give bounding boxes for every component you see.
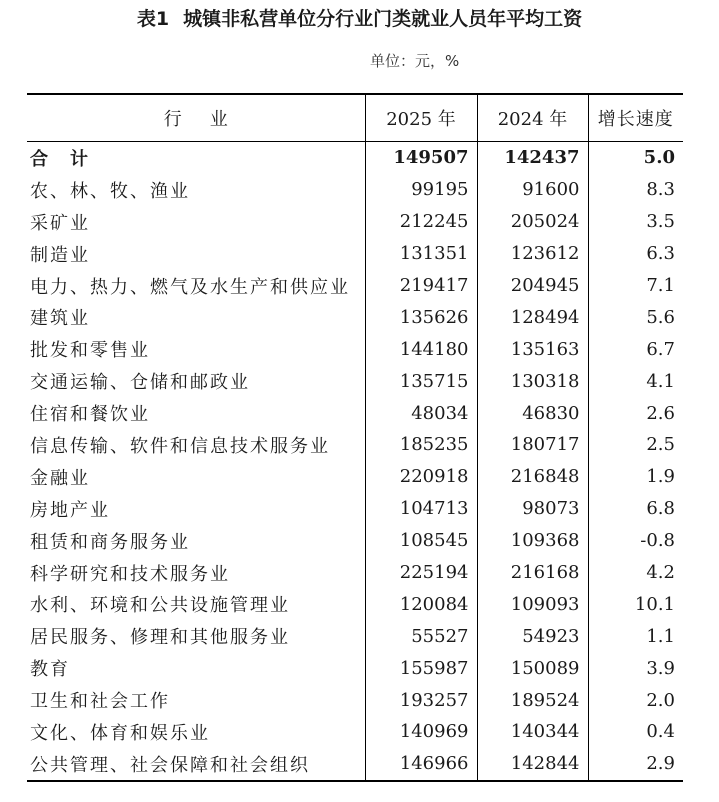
- value-2024-cell: 142844: [477, 748, 588, 781]
- value-2025-cell: 155987: [365, 652, 477, 684]
- growth-rate-cell: 2.9: [588, 748, 683, 781]
- value-2024-cell: 128494: [477, 301, 588, 333]
- industry-cell: 制造业: [30, 244, 90, 266]
- value-2024-cell: 91600: [477, 174, 588, 206]
- industry-cell: 房地产业: [30, 499, 110, 521]
- table-row: [27, 588, 683, 620]
- value-2025-cell: 225194: [365, 557, 477, 589]
- table-row: [27, 557, 683, 589]
- growth-rate-cell: 6.8: [588, 493, 683, 525]
- growth-rate-cell: 4.1: [588, 365, 683, 397]
- table-title-text: 城镇非私营单位分行业门类就业人员年平均工资: [183, 8, 583, 30]
- industry-cell: 合计: [30, 148, 110, 170]
- table-header-row: [27, 94, 683, 142]
- table-row: [27, 461, 683, 493]
- header-2024: 2024 年: [477, 94, 588, 142]
- table-row: [27, 333, 683, 365]
- value-2025-cell: 144180: [365, 333, 477, 365]
- growth-rate-cell: 1.9: [588, 461, 683, 493]
- table-row: [27, 748, 683, 781]
- industry-cell: 采矿业: [30, 212, 90, 234]
- value-2025-cell: 193257: [365, 684, 477, 716]
- value-2025-cell: 219417: [365, 270, 477, 302]
- value-2025-cell: 48034: [365, 397, 477, 429]
- industry-cell: 建筑业: [30, 308, 90, 330]
- value-2025-cell: 108545: [365, 525, 477, 557]
- value-2024-cell: 204945: [477, 270, 588, 302]
- industry-cell: 卫生和社会工作: [30, 691, 170, 713]
- growth-rate-cell: 2.6: [588, 397, 683, 429]
- value-2024-cell: 98073: [477, 493, 588, 525]
- table-row: [27, 525, 683, 557]
- value-2024-cell: 109093: [477, 588, 588, 620]
- table-row: [27, 652, 683, 684]
- growth-rate-cell: 2.5: [588, 429, 683, 461]
- value-2025-cell: 99195: [365, 174, 477, 206]
- value-2024-cell: 216848: [477, 461, 588, 493]
- value-2025-cell: 131351: [365, 238, 477, 270]
- growth-rate-cell: 1.1: [588, 620, 683, 652]
- industry-cell: 教育: [30, 659, 70, 681]
- value-2024-cell: 216168: [477, 557, 588, 589]
- value-2025-cell: 220918: [365, 461, 477, 493]
- value-2024-cell: 140344: [477, 716, 588, 748]
- industry-cell: 电力、热力、燃气及水生产和供应业: [30, 276, 350, 298]
- industry-cell: 批发和零售业: [30, 340, 150, 362]
- industry-cell: 科学研究和技术服务业: [30, 563, 230, 585]
- value-2024-cell: 142437: [477, 142, 588, 174]
- growth-rate-cell: 3.5: [588, 206, 683, 238]
- growth-rate-cell: 6.7: [588, 333, 683, 365]
- growth-rate-cell: 4.2: [588, 557, 683, 589]
- value-2025-cell: 212245: [365, 206, 477, 238]
- growth-rate-cell: 2.0: [588, 684, 683, 716]
- value-2024-cell: 150089: [477, 652, 588, 684]
- table-body: [27, 142, 683, 781]
- header-industry: 行业: [27, 94, 365, 142]
- unit-note: 单位：元，%: [370, 52, 460, 70]
- table-row: [27, 301, 683, 333]
- growth-rate-cell: 10.1: [588, 588, 683, 620]
- table-row: [27, 429, 683, 461]
- value-2025-cell: 135715: [365, 365, 477, 397]
- industry-cell: 居民服务、修理和其他服务业: [30, 627, 290, 649]
- growth-rate-cell: 5.6: [588, 301, 683, 333]
- value-2025-cell: 149507: [365, 142, 477, 174]
- table-row: [27, 684, 683, 716]
- industry-cell: 住宿和餐饮业: [30, 404, 150, 426]
- value-2024-cell: 109368: [477, 525, 588, 557]
- header-2025: 2025 年: [365, 94, 477, 142]
- table-row: [27, 716, 683, 748]
- value-2024-cell: 130318: [477, 365, 588, 397]
- table-row: [27, 620, 683, 652]
- industry-cell: 水利、环境和公共设施管理业: [30, 595, 290, 617]
- table-row: [27, 397, 683, 429]
- table-row: [27, 365, 683, 397]
- value-2024-cell: 205024: [477, 206, 588, 238]
- value-2025-cell: 55527: [365, 620, 477, 652]
- value-2025-cell: 120084: [365, 588, 477, 620]
- table-title: [0, 6, 719, 32]
- value-2024-cell: 180717: [477, 429, 588, 461]
- growth-rate-cell: 3.9: [588, 652, 683, 684]
- table-number: 表1: [136, 8, 170, 30]
- value-2024-cell: 189524: [477, 684, 588, 716]
- table-row: [27, 270, 683, 302]
- industry-cell: 交通运输、仓储和邮政业: [30, 372, 250, 394]
- industry-cell: 文化、体育和娱乐业: [30, 722, 210, 744]
- value-2024-cell: 46830: [477, 397, 588, 429]
- value-2024-cell: 54923: [477, 620, 588, 652]
- growth-rate-cell: 5.0: [588, 142, 683, 174]
- industry-cell: 租赁和商务服务业: [30, 531, 190, 553]
- header-growth: 增长速度: [588, 94, 683, 142]
- growth-rate-cell: 8.3: [588, 174, 683, 206]
- growth-rate-cell: 7.1: [588, 270, 683, 302]
- value-2024-cell: 123612: [477, 238, 588, 270]
- value-2024-cell: 135163: [477, 333, 588, 365]
- table-row: [27, 238, 683, 270]
- value-2025-cell: 185235: [365, 429, 477, 461]
- table-row: [27, 493, 683, 525]
- value-2025-cell: 135626: [365, 301, 477, 333]
- value-2025-cell: 140969: [365, 716, 477, 748]
- growth-rate-cell: 6.3: [588, 238, 683, 270]
- industry-cell: 公共管理、社会保障和社会组织: [27, 748, 365, 781]
- industry-cell: 金融业: [30, 467, 90, 489]
- value-2025-cell: 104713: [365, 493, 477, 525]
- industry-cell: 农、林、牧、渔业: [30, 180, 190, 202]
- wage-table: [27, 93, 683, 782]
- growth-rate-cell: 0.4: [588, 716, 683, 748]
- growth-rate-cell: -0.8: [588, 525, 683, 557]
- table-row: [27, 174, 683, 206]
- table-row-total: [27, 142, 683, 174]
- value-2025-cell: 146966: [365, 748, 477, 781]
- industry-cell: 信息传输、软件和信息技术服务业: [30, 435, 330, 457]
- table-row: [27, 206, 683, 238]
